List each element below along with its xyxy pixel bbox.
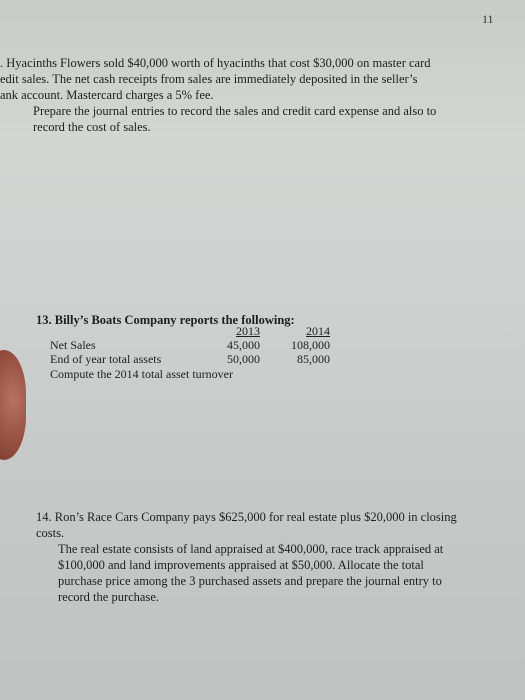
q14-line-2: costs.: [36, 526, 65, 540]
table-cell-2013: 50,000: [227, 352, 260, 366]
table-header-2014: 2014: [306, 324, 330, 338]
page-number: 11: [482, 12, 494, 26]
q14-line-4: $100,000 and land improvements appraised at $50,000. Allocate the total: [58, 558, 424, 572]
q12-line-3: ank account. Mastercard charges a 5% fee.: [0, 88, 214, 102]
q12-line-4: Prepare the journal entries to record the sales and credit card expense and also to: [33, 104, 437, 118]
question-14: [36, 509, 457, 605]
q13-instruction: Compute the 2014 total asset turnover: [50, 367, 233, 381]
finger-photo-artifact: [0, 350, 26, 460]
table-header-2013: 2013: [236, 324, 260, 338]
table-cell-label: End of year total assets: [50, 352, 162, 366]
q12-line-2: edit sales. The net cash receipts from sales are immediately deposited in the seller’s: [0, 72, 418, 86]
table-cell-2014: 85,000: [297, 352, 330, 366]
table-cell-2014: 108,000: [291, 338, 330, 352]
table-cell-label: Net Sales: [50, 338, 96, 352]
q14-line-3: The real estate consists of land appraised at $400,000, race track appraised at: [58, 542, 444, 556]
q14-line-6: record the purchase.: [58, 590, 159, 604]
q14-line-1: 14. Ron’s Race Cars Company pays $625,000 for real estate plus $20,000 in closing: [36, 510, 457, 524]
q12-line-1: . Hyacinths Flowers sold $40,000 worth of hyacinths that cost $30,000 on master card: [0, 56, 431, 70]
table-cell-2013: 45,000: [227, 338, 260, 352]
question-12: [0, 55, 436, 135]
q14-line-5: purchase price among the 3 purchased assets and prepare the journal entry to: [58, 574, 442, 588]
question-13-title: 13. Billy’s Boats Company reports the following:: [36, 313, 295, 327]
q12-line-5: record the cost of sales.: [33, 120, 151, 134]
